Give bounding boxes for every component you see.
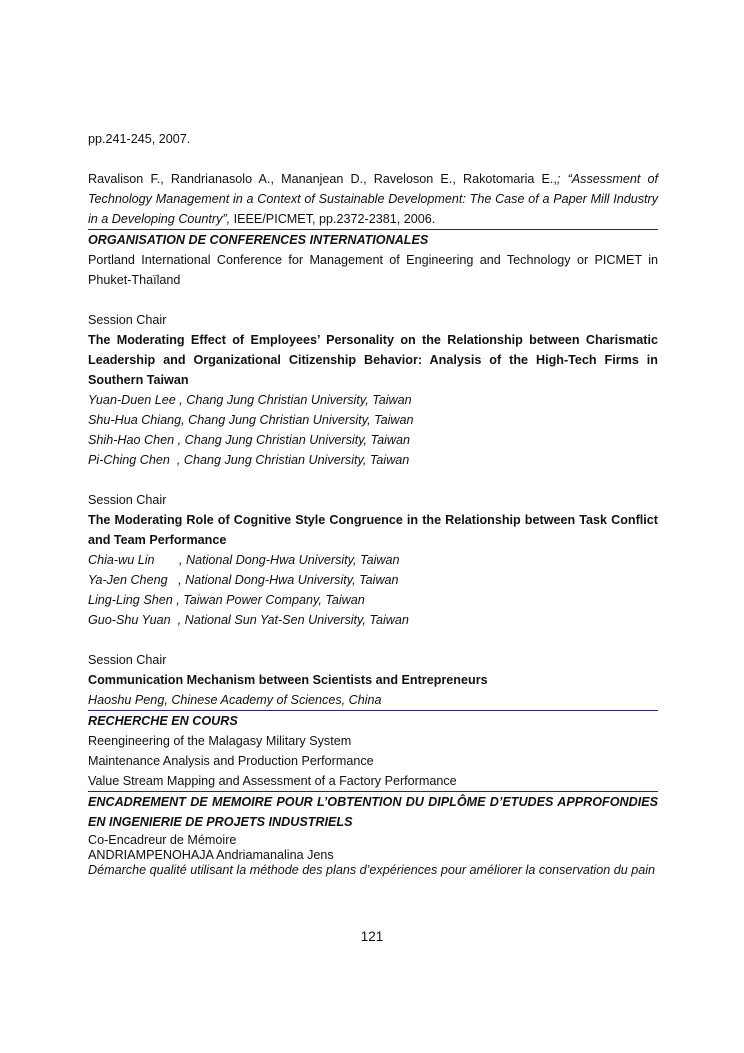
session-author: Ling-Ling Shen , Taiwan Power Company, Taiwan	[88, 593, 365, 607]
conferences-heading: ORGANISATION DE CONFERENCES INTERNATIONALES	[88, 229, 658, 250]
reference-tail: IEEE/PICMET, pp.2372-2381, 2006.	[230, 212, 436, 226]
session-author: Ya-Jen Cheng , National Dong-Hwa University, Taiwan	[88, 573, 399, 587]
session-block	[88, 490, 658, 630]
supervision-heading	[88, 791, 658, 832]
session-title: Communication Mechanism between Scientists and Entrepreneurs	[88, 673, 488, 687]
reference-authors: Ravalison F., Randrianasolo A., Mananjean D., Raveloson E., Rakotomaria E.,	[88, 172, 557, 186]
session-author: Chia-wu Lin , National Dong-Hwa University, Taiwan	[88, 553, 400, 567]
research-item: Reengineering of the Malagasy Military System	[88, 734, 352, 748]
research-item: Value Stream Mapping and Assessment of a Factory Performance	[88, 774, 457, 788]
session-title: The Moderating Effect of Employees’ Personality on the Relationship between Charismatic Leadership and Organizational Citizenship Behavior: Analysis of the High-Tech Firms in Southern Taiwan	[88, 333, 658, 387]
session-author: Pi-Ching Chen , Chang Jung Christian University, Taiwan	[88, 453, 410, 467]
research-item: Maintenance Analysis and Production Performance	[88, 754, 374, 768]
supervision-student: ANDRIAMPENOHAJA Andriamanalina Jens	[88, 848, 334, 862]
session-author: Yuan-Duen Lee , Chang Jung Christian University, Taiwan	[88, 393, 412, 407]
supervision-role: Co-Encadreur de Mémoire	[88, 833, 237, 847]
session-author: Shih-Hao Chen , Chang Jung Christian University, Taiwan	[88, 433, 411, 447]
session-role: Session Chair	[88, 493, 167, 507]
page-number: 121	[360, 929, 384, 944]
session-title: The Moderating Role of Cognitive Style Congruence in the Relationship between Task Conflict and Team Performance	[88, 513, 658, 547]
reference-pages-line: pp.241-245, 2007.	[88, 132, 191, 146]
research-heading: RECHERCHE EN COURS	[88, 710, 658, 731]
conference-intro: Portland International Conference for Management of Engineering and Technology or PICMET in Phuket-Thaïland	[88, 253, 658, 287]
session-role: Session Chair	[88, 313, 167, 327]
session-block	[88, 650, 658, 710]
reference-title: “Assessment of Technology Management in a Context of Sustainable Development: The Case of a Paper Mill Industry in a Developing Country”,	[88, 172, 659, 226]
reference-entry	[88, 169, 658, 229]
session-author: Shu-Hua Chiang, Chang Jung Christian University, Taiwan	[88, 413, 414, 427]
session-role: Session Chair	[88, 653, 167, 667]
reference-separator: ;	[556, 172, 568, 186]
session-author: Guo-Shu Yuan , National Sun Yat-Sen University, Taiwan	[88, 613, 409, 627]
session-author: Haoshu Peng, Chinese Academy of Sciences, China	[88, 693, 382, 707]
session-block	[88, 310, 658, 470]
supervision-heading-text: ENCADREMENT DE MEMOIRE POUR L’OBTENTION DU DIPLÔME D’ETUDES APPROFONDIES EN INGENIERIE DE PROJETS INDUSTRIELS	[88, 795, 658, 829]
page-content	[88, 0, 658, 878]
supervision-thesis: Démarche qualité utilisant la méthode des plans d’expériences pour améliorer la conservation du pain	[88, 863, 656, 877]
